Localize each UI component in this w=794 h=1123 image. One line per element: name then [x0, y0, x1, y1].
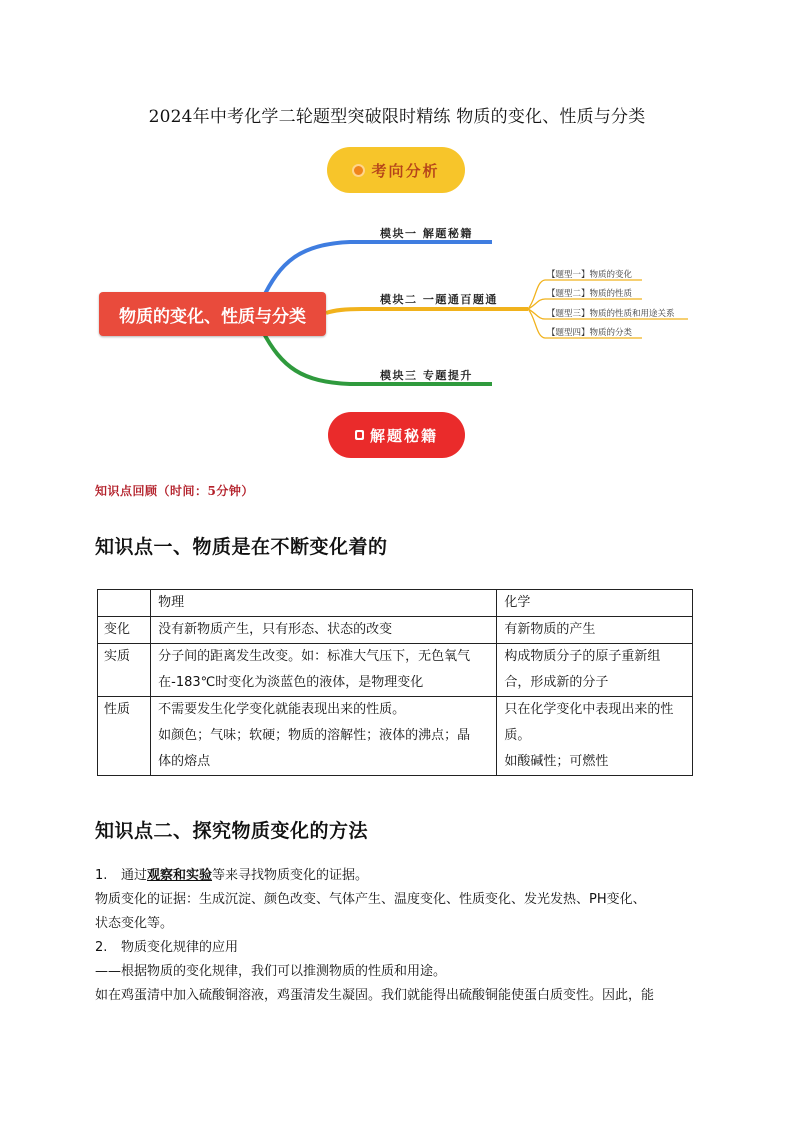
document-title: 2024年中考化学二轮题型突破限时精练 物质的变化、性质与分类 — [148, 107, 646, 127]
list-number: 1. — [95, 868, 108, 883]
secrets-badge — [328, 412, 465, 458]
table-header-cell: 物理 — [151, 590, 497, 617]
chemical-cell — [497, 644, 693, 697]
cell-line: 只在化学变化中表现出来的性 — [504, 702, 674, 717]
list-item — [95, 864, 705, 888]
item-text-post: 等来寻找物质变化的证据。 — [212, 868, 369, 883]
cell-line: 体的熔点 — [158, 754, 211, 769]
branch-1-label: 模块一 解题秘籍 — [380, 227, 473, 240]
target-icon — [352, 164, 365, 177]
row-label: 变化 — [98, 617, 151, 644]
analysis-badge — [327, 147, 465, 193]
leaf-4-label: 【题型四】物质的分类 — [547, 328, 633, 338]
section-2-heading: 知识点二、探究物质变化的方法 — [95, 820, 369, 842]
table-row — [98, 644, 693, 697]
paragraph-line: 物质变化的证据：生成沉淀、颜色改变、气体产生、温度变化、性质变化、发光发热、PH变化、 — [95, 892, 646, 907]
cell-line: 在-183℃时变化为淡蓝色的液体，是物理变化 — [158, 675, 424, 690]
chemical-cell — [497, 617, 693, 644]
branch-3-label: 模块三 专题提升 — [380, 369, 473, 382]
secrets-badge-label: 解题秘籍 — [369, 426, 438, 445]
review-note: 知识点回顾（时间：5分钟） — [95, 484, 254, 498]
physical-cell — [151, 697, 497, 776]
row-label: 性质 — [98, 697, 151, 776]
leaf-2-label: 【题型二】物质的性质 — [547, 289, 633, 299]
cell-line: 分子间的距离发生改变。如：标准大气压下，无色氧气 — [158, 649, 471, 664]
mindmap-root: 物质的变化、性质与分类 — [99, 292, 326, 336]
cell-line: 质。 — [504, 728, 531, 743]
item-text: 物质变化规律的应用 — [121, 940, 239, 955]
table-row — [98, 697, 693, 776]
table-header-row — [98, 590, 693, 617]
section-2-body — [95, 864, 705, 1008]
branch-2-label: 模块二 一题通百题通 — [380, 293, 498, 306]
cell-line: 没有新物质产生，只有形态、状态的改变 — [158, 622, 393, 637]
section-1-heading: 知识点一、物质是在不断变化着的 — [95, 536, 388, 558]
branch-2-line — [326, 309, 528, 313]
cell-line: 有新物质的产生 — [504, 622, 596, 637]
item-text-pre: 通过 — [121, 868, 148, 883]
leaf-1-label: 【题型一】物质的变化 — [547, 270, 633, 280]
analysis-badge-label: 考向分析 — [371, 161, 440, 180]
table-header-cell: 化学 — [497, 590, 693, 617]
cell-line: 合，形成新的分子 — [504, 675, 609, 690]
row-label: 实质 — [98, 644, 151, 697]
list-number: 2. — [95, 940, 108, 955]
cell-line: 如酸碱性；可燃性 — [504, 754, 609, 769]
paragraph-line: ——根据物质的变化规律，我们可以推测物质的性质和用途。 — [95, 964, 447, 979]
cell-line: 构成物质分子的原子重新组 — [504, 649, 661, 664]
table-row — [98, 617, 693, 644]
list-item — [95, 936, 705, 960]
book-icon — [355, 430, 364, 440]
cell-line: 不需要发生化学变化就能表现出来的性质。 — [158, 702, 406, 717]
table-header-cell — [98, 590, 151, 617]
paragraph-line: 状态变化等。 — [95, 916, 174, 931]
paragraph-line: 如在鸡蛋清中加入硫酸铜溶液，鸡蛋清发生凝固。我们就能得出硫酸铜能使蛋白质变性。因此，能 — [95, 988, 655, 1003]
chemical-cell — [497, 697, 693, 776]
leaf-3-label: 【题型三】物质的性质和用途关系 — [547, 309, 675, 319]
physical-cell — [151, 644, 497, 697]
cell-line: 如颜色；气味；软硬；物质的溶解性；液体的沸点；晶 — [158, 728, 471, 743]
physical-cell — [151, 617, 497, 644]
comparison-table — [97, 589, 693, 776]
item-emphasis: 观察和实验 — [147, 868, 213, 883]
